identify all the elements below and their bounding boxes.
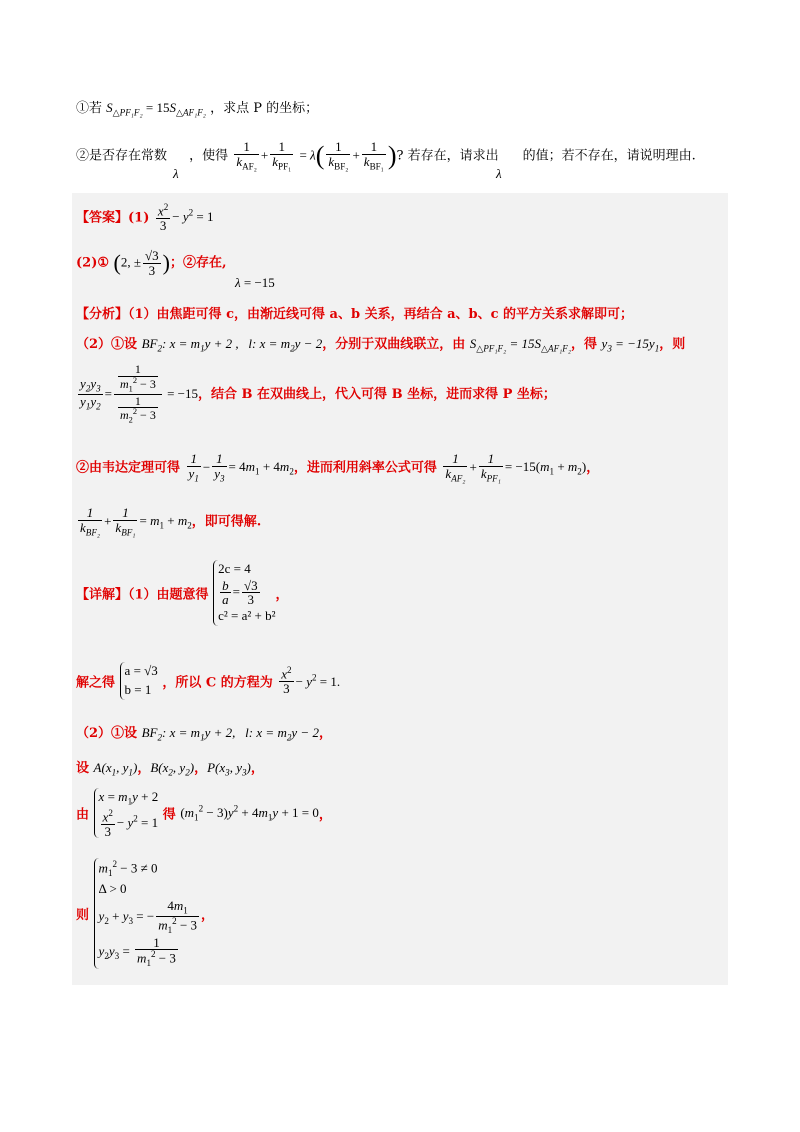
- analysis-line-4: ②由韦达定理可得 $\frac{1}{y_1}$ − $\frac{1}{y_3}$ = $4m_1 + 4m_2$，进而利用斜率公式可得 $\frac{1}{k_{AF_2}}$ + $\frac{1}{k_{PF_1}}$ = $-15(m_1 + m_2)$，: [76, 451, 600, 484]
- system-3: $x = m_1y + 2$ $\frac{x^2}{3}$ − $y^2 = 1$: [94, 788, 159, 838]
- analysis-line-2: （2）①设 $BF_2$: $x = m_1y + 2$ , l: $x = m_2y - 2$，分别于双曲线联立，由 $S_{\triangle PF_1F_2} = 15S_{\triangle AF_1F_2}$，得 $y_3 = -15y_1$，则: [76, 336, 686, 354]
- detail-line-6: 则 $m_1^2 - 3 \ne 0$ Δ > 0 $y_2 + y_3$ = − $\frac{4m_1}{m_1^2 - 3}$ $y_2y_3$ = $\frac{1}{m_1^2 - 3}$ ，: [76, 859, 215, 969]
- analysis-line-1: 【分析】（1）由焦距可得 c，由渐近线可得 a、b 关系，再结合 a、b、c 的平方关系求解即可；: [76, 307, 634, 322]
- system-2: a = √3 b = 1: [120, 662, 158, 700]
- analysis-line-3: $\frac{y_2y_3}{y_1y_2}$ = $\frac{\frac{1}{m_1^2 - 3}}{\frac{1}{m_2^2 - 3}}$ = −15，结合 B 在双曲线上，代入可得 B 坐标，进而求得 P 坐标；: [80, 362, 556, 425]
- question-item-1: ①若 $S_{\triangle PF_1F_2} = 15S_{\triangle AF_1F_2}$ ，求点 P 的坐标；: [76, 100, 319, 118]
- answer-line-1: 【答案】(1) $\frac{x^2}{3}$ − $y^2 = 1$: [76, 202, 214, 233]
- system-1: 2c = 4 $\frac{b}{a}$ = $\frac{√3}{3}$ c² = a² + b²: [213, 560, 275, 626]
- detail-line-5: 由 $x = m_1y + 2$ $\frac{x^2}{3}$ − $y^2 = 1$ 得 $(m_1^2 - 3)y^2 + 4m_1y + 1 = 0$，: [76, 789, 332, 839]
- detail-line-2: 解之得 a = √3 b = 1 ，所以 C 的方程为 $\frac{x^2}{3}$ − $y^2 = 1$.: [76, 662, 340, 700]
- answer-line-2: (2)① (2, ± $\frac{√3}{3}$ )；②存在,: [76, 248, 227, 278]
- analysis-line-5: $\frac{1}{k_{BF_2}}$ + $\frac{1}{k_{BF_1}}$ = $m_1 + m_2$，即可得解.: [80, 505, 262, 538]
- area-condition-formula: $S_{\triangle PF_1F_2}$: [106, 100, 143, 118]
- question-item-2: ②是否存在常数 ，使得 $\frac{1}{k_{AF_2}}$ + $\frac{1}{k_{PF_1}}$ = λ( $\frac{1}{k_{BF_2}}$ + $\frac{1}{k_{BF_1}}$ )? 若存在，请求出 的值；若不存在，请说明理由.: [76, 139, 696, 172]
- lambda-symbol-2: λ: [496, 166, 502, 181]
- lambda-value: λ = −15: [235, 275, 275, 290]
- system-4: $m_1^2 - 3 \ne 0$ Δ > 0 $y_2 + y_3$ = − $\frac{4m_1}{m_1^2 - 3}$ $y_2y_3$ = $\frac{1}{m_1^2 - 3}$: [94, 858, 202, 969]
- lambda-symbol-1: λ: [173, 166, 179, 181]
- detail-line-1: 【详解】（1）由题意得 2c = 4 $\frac{b}{a}$ = $\frac{√3}{3}$ c² = a² + b² ，: [76, 560, 289, 626]
- detail-line-3: （2）①设 $BF_2$: $x = m_1y + 2$, l: $x = m_2y - 2$，: [76, 725, 332, 743]
- detail-line-4: 设 $A(x_1$, $y_1$)，$B(x_2$, $y_2$)，$P(x_3$, $y_3$)，: [76, 760, 264, 778]
